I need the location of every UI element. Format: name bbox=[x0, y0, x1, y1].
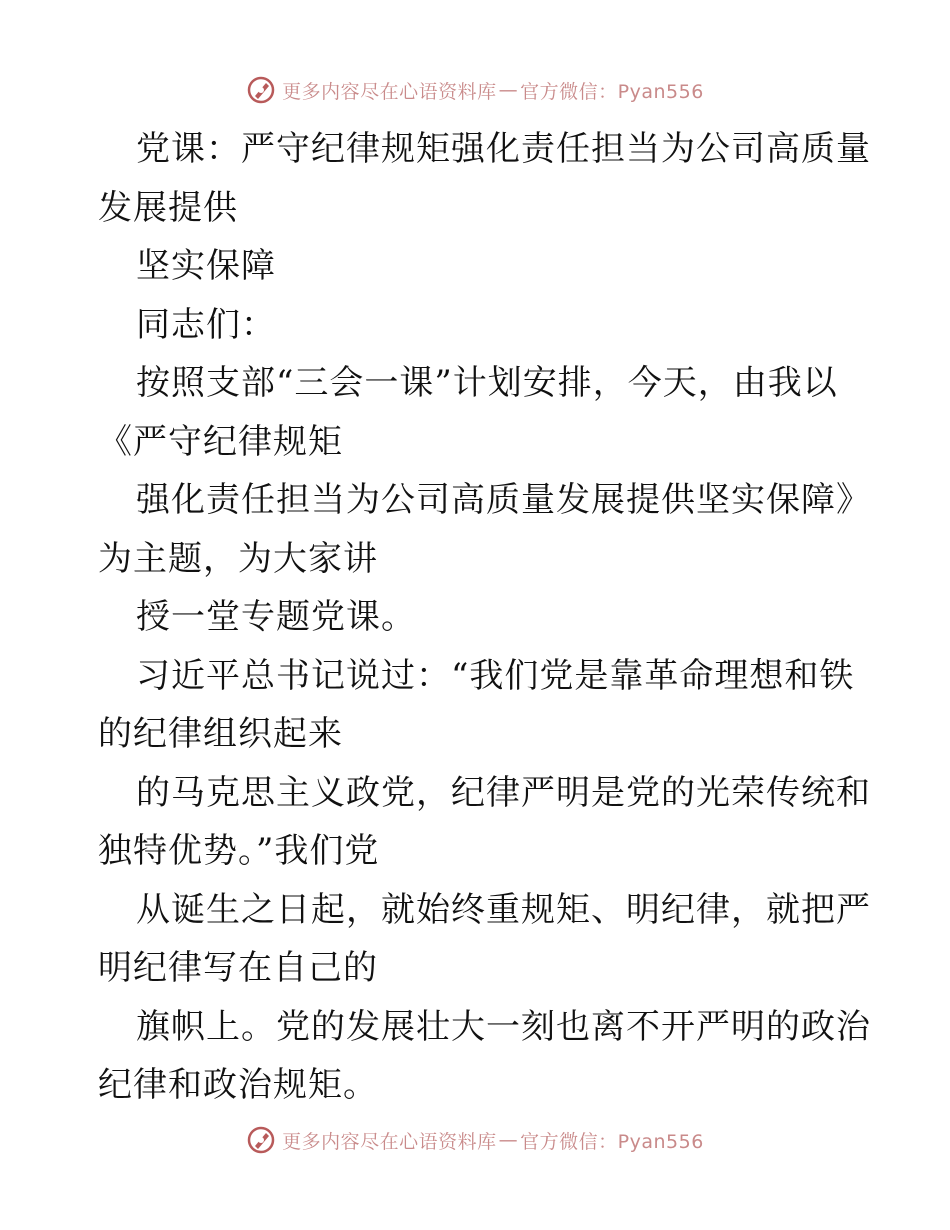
text-line: 从诞生之日起，就始终重规矩、明纪律，就把严 bbox=[136, 889, 871, 930]
document-body bbox=[98, 120, 871, 1115]
text-line: 授一堂专题党课。 bbox=[136, 597, 416, 637]
watermark-main-text: 更多内容尽在心语资料库 bbox=[282, 80, 497, 103]
watermark-main-text: 更多内容尽在心语资料库 bbox=[282, 1130, 497, 1153]
text-line: 党课：严守纪律规矩强化责任担当为公司高质量 bbox=[136, 129, 871, 169]
text-line: 纪律和政治规矩。 bbox=[98, 1065, 378, 1105]
text-line: 同志们： bbox=[136, 304, 276, 345]
text-line: 旗帜上。党的发展壮大一刻也离不开严明的政治 bbox=[136, 1006, 871, 1047]
watermark-wechat-text: 官方微信：Pyan556 bbox=[520, 80, 704, 103]
pen-logo-icon bbox=[246, 75, 276, 105]
text-line: 明纪律写在自己的 bbox=[98, 948, 378, 988]
header-watermark bbox=[0, 72, 950, 108]
watermark-dash: — bbox=[498, 1129, 519, 1151]
text-line: 独特优势。”我们党 bbox=[98, 831, 380, 871]
text-line: 强化责任担当为公司高质量发展提供坚实保障》 bbox=[136, 480, 871, 520]
watermark-dash: — bbox=[498, 79, 519, 101]
text-line: 的马克思主义政党，纪律严明是党的光荣传统和 bbox=[136, 772, 871, 813]
watermark-wechat-text: 官方微信：Pyan556 bbox=[520, 1130, 704, 1153]
text-line: 按照支部“三会一课”计划安排，今天，由我以 bbox=[136, 363, 838, 403]
text-line: 发展提供 bbox=[98, 187, 238, 228]
text-line: 为主题，为大家讲 bbox=[98, 538, 378, 579]
text-line: 《严守纪律规矩 bbox=[98, 421, 343, 462]
text-line: 坚实保障 bbox=[136, 246, 276, 286]
text-line: 习近平总书记说过：“我们党是靠革命理想和铁 bbox=[136, 655, 855, 696]
footer-watermark bbox=[0, 1122, 950, 1158]
pen-logo-icon bbox=[246, 1125, 276, 1155]
text-line: 的纪律组织起来 bbox=[98, 714, 343, 754]
